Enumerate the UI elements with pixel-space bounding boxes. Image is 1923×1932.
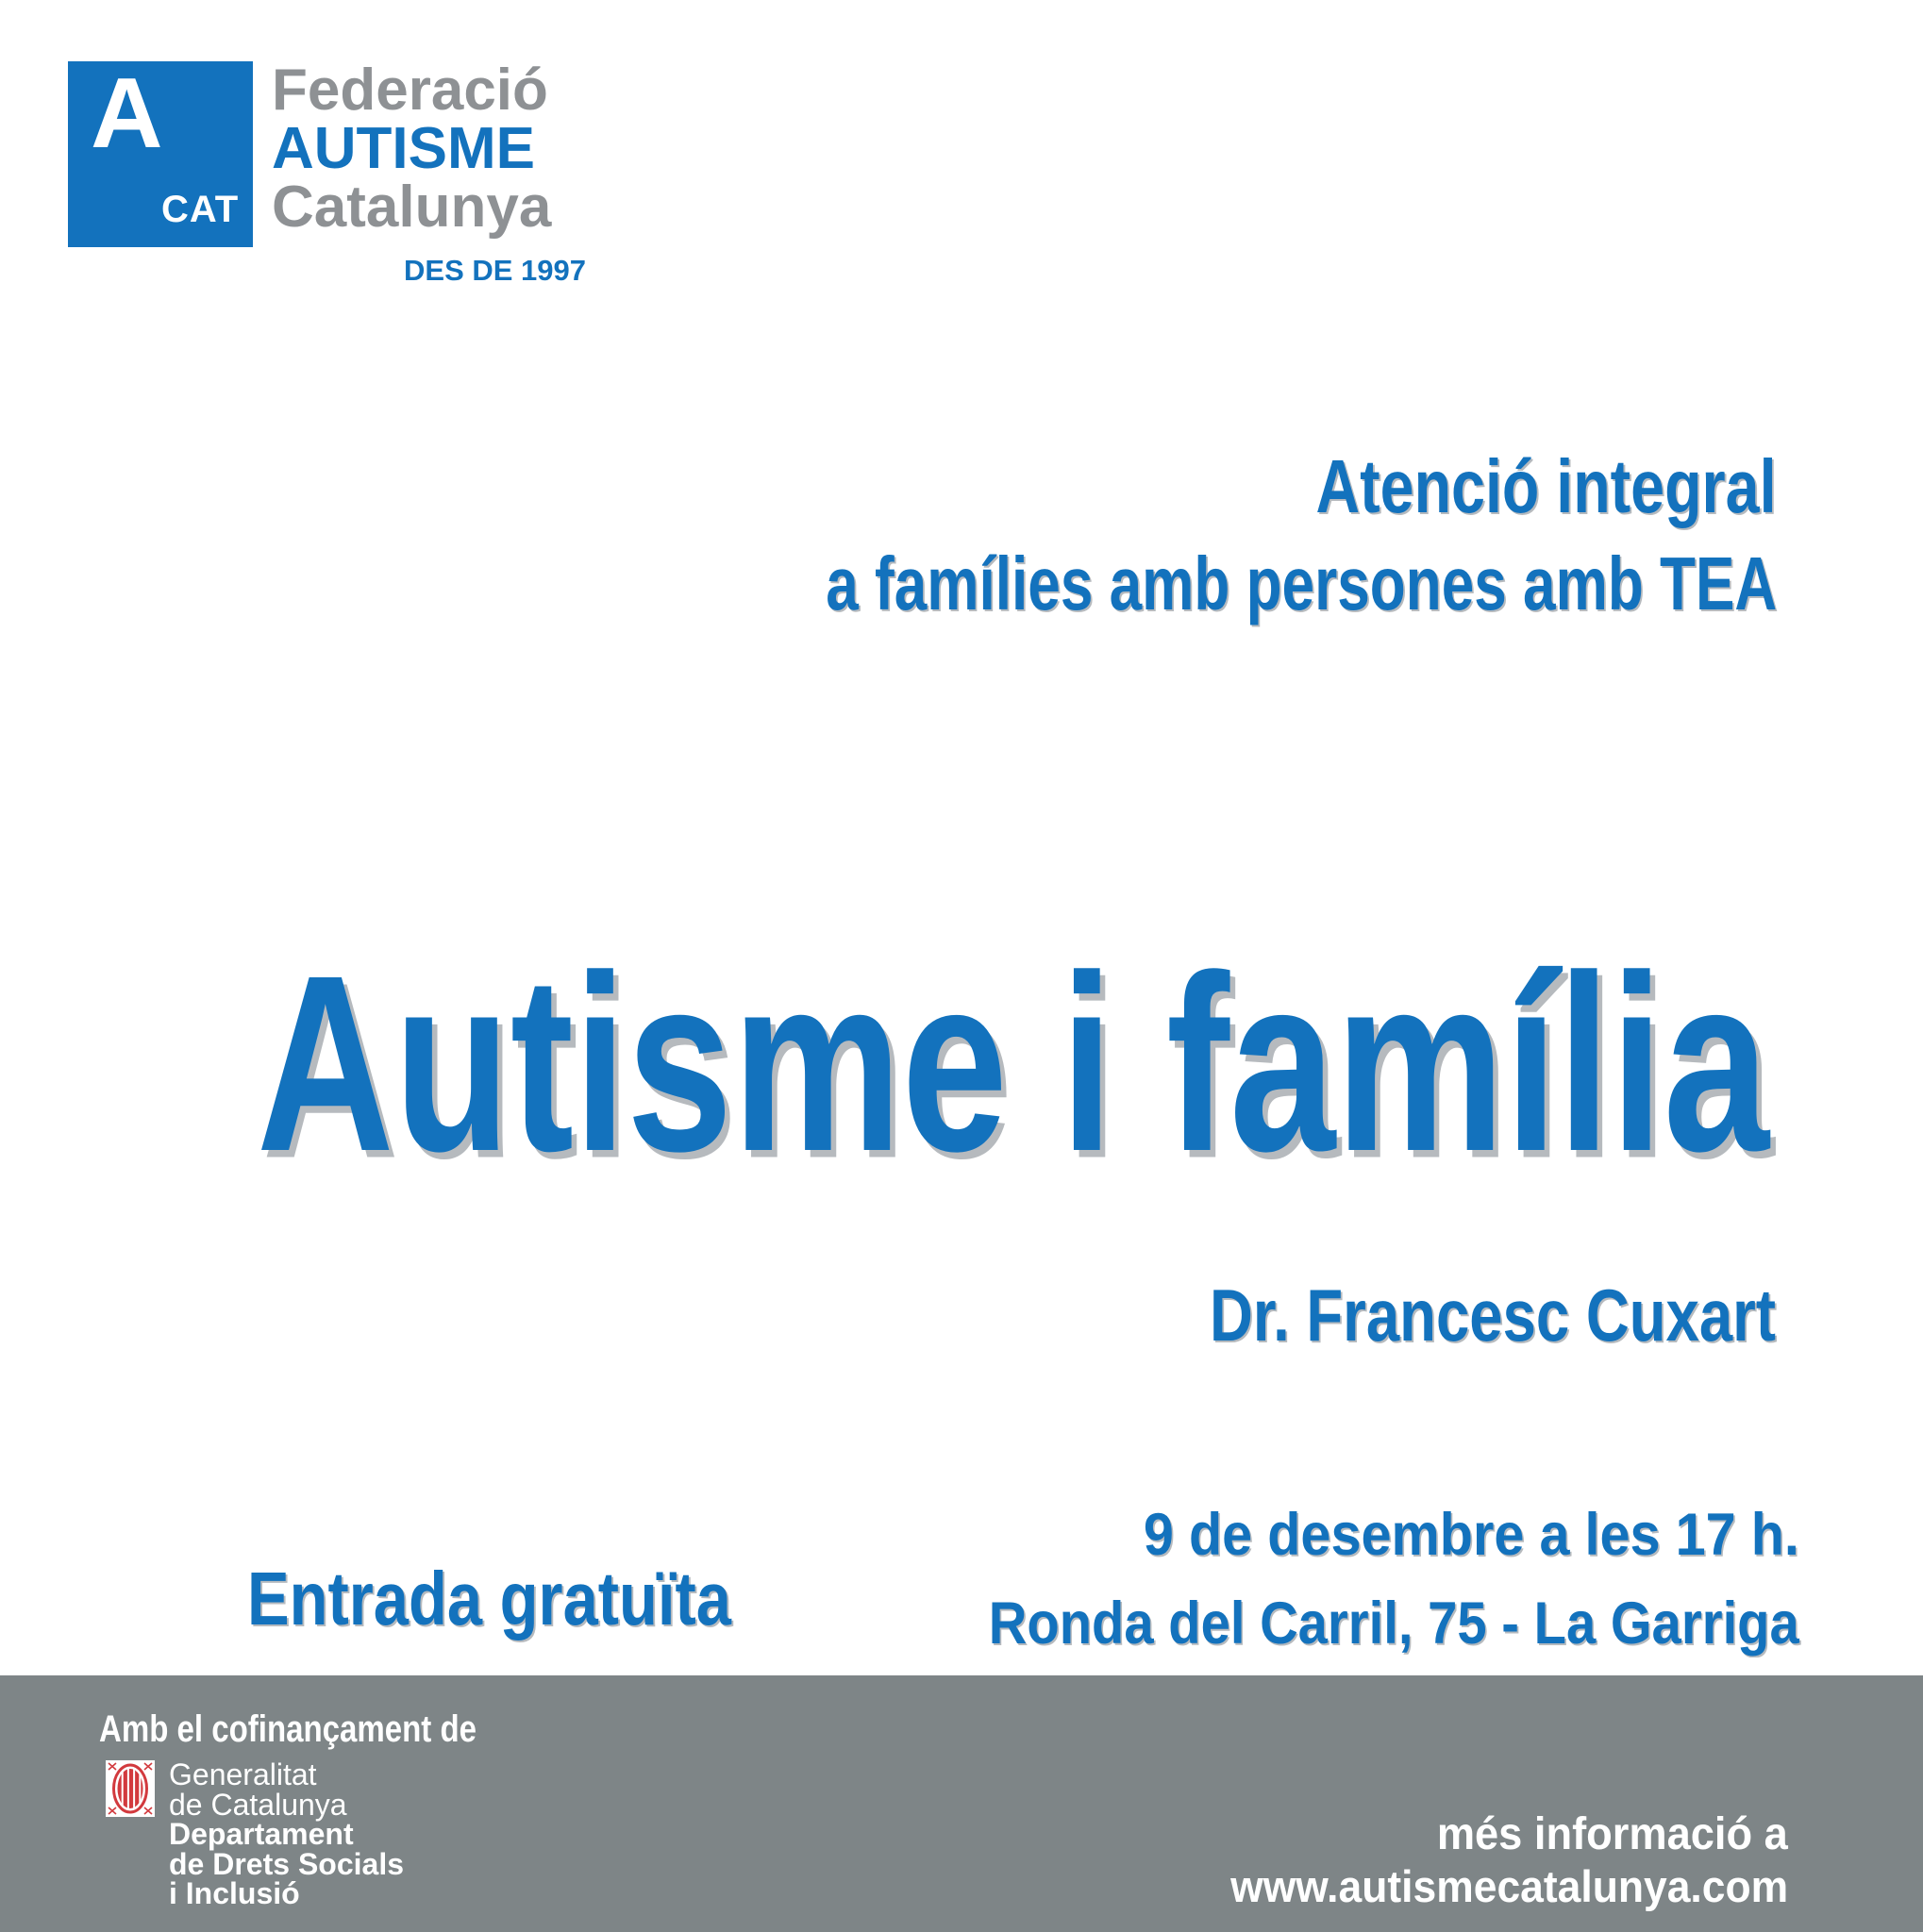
- logo-since-1997: DES DE 1997: [404, 254, 586, 287]
- speaker-name: Dr. Francesc Cuxart: [1210, 1274, 1776, 1357]
- event-datetime: 9 de desembre a les 17 h.: [1144, 1502, 1799, 1568]
- departament-line1: Departament: [169, 1817, 354, 1851]
- generalitat-wordmark: [169, 1757, 404, 1910]
- logo-org-line1: Federació: [272, 58, 548, 123]
- generalitat-line2: de Catalunya: [169, 1787, 347, 1822]
- footer-bar: [0, 1675, 1923, 1932]
- free-entry-label: Entrada gratuïta: [247, 1557, 731, 1641]
- event-location: Ronda del Carril, 75 - La Garriga: [989, 1591, 1799, 1657]
- logo-org-line2: AUTISME: [272, 116, 535, 181]
- subtitle-line1: Atenció integral: [1316, 444, 1777, 528]
- logo-wordmark: [272, 58, 552, 240]
- event-title: Autisme i família: [257, 924, 1769, 1204]
- departament-line2: de Drets Socials: [169, 1846, 404, 1881]
- cofinance-label: Amb el cofinançament de: [99, 1708, 477, 1750]
- departament-line3: i Inclusió: [169, 1876, 300, 1910]
- logo-org-line3: Catalunya: [272, 175, 552, 240]
- logo-a-square-icon: [68, 58, 253, 247]
- generalitat-senyera-icon: [106, 1760, 155, 1817]
- subtitle-line2: a famílies amb persones amb TEA: [826, 541, 1777, 625]
- generalitat-line1: Generalitat: [169, 1757, 317, 1791]
- logo-cat-label: CAT: [161, 189, 240, 230]
- logo-letter-a: A: [91, 58, 163, 169]
- more-info-label: més informació a: [1437, 1809, 1788, 1859]
- website-url: www.autismecatalunya.com: [1230, 1861, 1788, 1911]
